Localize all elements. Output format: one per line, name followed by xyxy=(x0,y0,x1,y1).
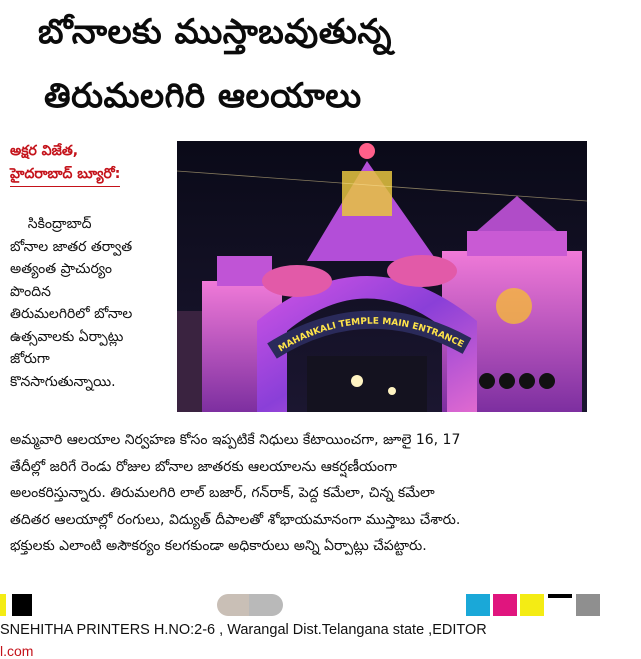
black-swatch xyxy=(12,594,32,616)
headline-line-1: బోనాలకు ముస్తాబవుతున్న xyxy=(38,12,392,52)
tan-swatch xyxy=(217,594,249,616)
headline-line-2: తిరుమలగిరి ఆలయాలు xyxy=(44,76,362,116)
cyan-swatch xyxy=(466,594,490,616)
black-line-swatch xyxy=(548,594,572,598)
printer-credit: SNEHITHA PRINTERS H.NO:2-6 , Warangal Dist.Telangana state ,EDITOR xyxy=(0,622,487,638)
grey-swatch-2 xyxy=(576,594,600,616)
column-line: బోనాల జాతర తర్వాత xyxy=(10,238,133,255)
body-line: భక్తులకు ఎలాంటి అసౌకర్యం కలగకుండా అధికారులు అన్ని ఏర్పాట్లు చేపట్టారు. xyxy=(10,538,427,554)
body-line: తదితర ఆలయాల్లో రంగులు, విద్యుత్ దీపాలతో శోభాయమానంగా ముస్తాబు చేశారు. xyxy=(10,511,461,528)
byline-reporter: అక్షర విజేత, xyxy=(10,143,79,159)
article-column xyxy=(10,213,172,393)
column-line: పొందిన xyxy=(10,283,51,300)
magenta-swatch xyxy=(493,594,517,616)
grey-swatch xyxy=(249,594,283,616)
body-line: తేదీల్లో జరిగే రెండు రోజుల బోనాల జాతరకు ఆలయాలను ఆకర్షణీయంగా xyxy=(10,458,398,475)
column-line: అత్యంత ప్రాచుర్యం xyxy=(10,261,112,277)
yellow-swatch xyxy=(0,594,6,616)
entrance-sign: MAHANKALI TEMPLE MAIN ENTRANCE xyxy=(276,316,466,355)
temple-entrance-photo xyxy=(177,141,587,412)
temple-illustration xyxy=(177,141,587,412)
footer-link[interactable]: l.com xyxy=(0,643,34,659)
column-line: ఉత్సవాలకు ఏర్పాట్లు xyxy=(10,328,124,345)
column-line: తిరుమలగిరిలో బోనాల xyxy=(10,306,133,322)
column-line: కొనసాగుతున్నాయి. xyxy=(10,373,116,390)
body-line: అమ్మవారి ఆలయాల నిర్వహణ కోసం ఇప్పటికే నిధులు కేటాయించగా, జూలై 16, 17 xyxy=(10,432,461,448)
body-line: అలంకరిస్తున్నారు. తిరుమలగిరి లాల్ బజార్, గన్‌రాక్, పెద్ద కమేలా, చిన్న కమేలా xyxy=(10,485,435,501)
column-line: సికింద్రాబాద్ xyxy=(10,216,92,232)
print-registration-bar xyxy=(0,594,641,618)
article-body xyxy=(10,427,610,560)
byline-bureau: హైదరాబాద్ బ్యూరో: xyxy=(10,166,120,187)
column-line: జోరుగా xyxy=(10,351,50,367)
yellow-swatch-2 xyxy=(520,594,544,616)
